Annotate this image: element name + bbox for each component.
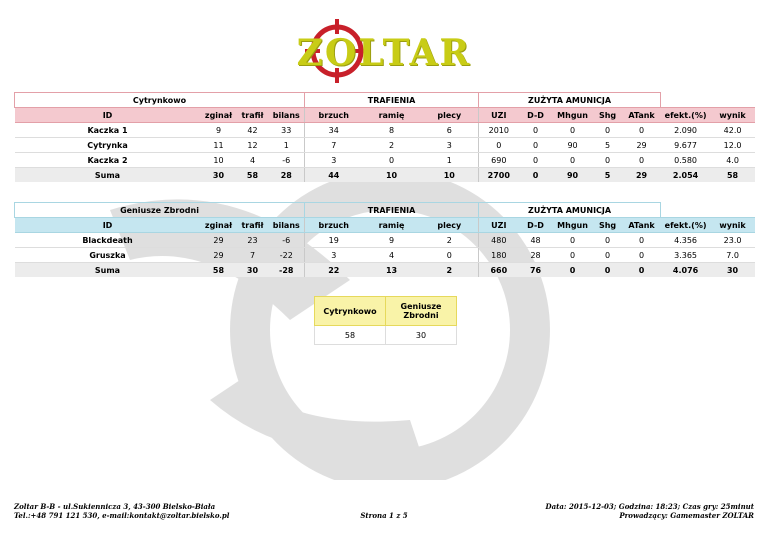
cell: 0	[623, 248, 661, 263]
cell: 3	[305, 153, 363, 168]
cell: 10	[421, 168, 479, 183]
cell: 3	[421, 138, 479, 153]
col-header: ramię	[363, 218, 421, 233]
cell: 0	[593, 248, 623, 263]
cell: 0	[421, 248, 479, 263]
cell: 10	[363, 168, 421, 183]
cell: 7	[237, 248, 269, 263]
col-header: trafił	[237, 108, 269, 123]
col-header: Shg	[593, 108, 623, 123]
table-row	[15, 248, 755, 263]
cell: 0	[553, 153, 593, 168]
cell: 58	[711, 168, 755, 183]
team-comparison-table	[314, 296, 457, 345]
cell: 4	[237, 153, 269, 168]
cell: -6	[269, 153, 305, 168]
cell: 0	[553, 123, 593, 138]
cell: 0	[553, 233, 593, 248]
col-header: Mhgun	[553, 108, 593, 123]
footer-date-line: Data: 2015-12-03; Godzina: 18:23; Czas gry: 25minut	[545, 502, 754, 511]
cell: 42	[237, 123, 269, 138]
cell: 58	[201, 263, 237, 278]
cell: 7.0	[711, 248, 755, 263]
col-header: trafił	[237, 218, 269, 233]
team-table-cytrynkowo	[14, 92, 755, 182]
cell: 29	[201, 248, 237, 263]
cell: 3	[305, 248, 363, 263]
group-ammo-header: ZUŻYTA AMUNICJA	[479, 203, 661, 218]
page-number: Strona 1 z 5	[360, 511, 408, 520]
col-header: bilans	[269, 218, 305, 233]
cell: 6	[421, 123, 479, 138]
cell: 12	[237, 138, 269, 153]
cell: -6	[269, 233, 305, 248]
cell: 5	[593, 138, 623, 153]
cell: 10	[201, 153, 237, 168]
sum-row	[15, 263, 755, 278]
col-header: ID	[15, 108, 201, 123]
table-row	[15, 123, 755, 138]
cell: 29	[623, 138, 661, 153]
player-name: Gruszka	[15, 248, 201, 263]
cell: 0	[479, 138, 519, 153]
player-name: Blackdeath	[15, 233, 201, 248]
cell: 44	[305, 168, 363, 183]
cell: 690	[479, 153, 519, 168]
col-header: bilans	[269, 108, 305, 123]
sum-label: Suma	[15, 263, 201, 278]
footer-contact-line: Tel.:+48 791 121 530, e-mail:kontakt@zoltar.bielsko.pl	[14, 511, 230, 520]
cell: 90	[553, 138, 593, 153]
col-header: Mhgun	[553, 218, 593, 233]
col-header: efekt.(%)	[661, 218, 711, 233]
cell: 2.054	[661, 168, 711, 183]
cell: 4.0	[711, 153, 755, 168]
cell: 1	[421, 153, 479, 168]
cell: 0	[623, 153, 661, 168]
logo-text: ZOLTAR	[296, 32, 472, 74]
col-header: wynik	[711, 108, 755, 123]
cell: 4.356	[661, 233, 711, 248]
cell: 4.076	[661, 263, 711, 278]
cell: 29	[623, 168, 661, 183]
cell: 0.580	[661, 153, 711, 168]
cell: 2	[363, 138, 421, 153]
cell: 0	[363, 153, 421, 168]
cell: 29	[201, 233, 237, 248]
cell: 7	[305, 138, 363, 153]
cell: 9	[201, 123, 237, 138]
col-header: Shg	[593, 218, 623, 233]
table-row	[15, 233, 755, 248]
cell: 48	[519, 233, 553, 248]
cell: 660	[479, 263, 519, 278]
cell: 0	[519, 153, 553, 168]
cell: 30	[711, 263, 755, 278]
sum-label: Suma	[15, 168, 201, 183]
cell: 4	[363, 248, 421, 263]
cell: 0	[519, 123, 553, 138]
cell: 3.365	[661, 248, 711, 263]
cell: 0	[593, 153, 623, 168]
cell: 8	[363, 123, 421, 138]
col-header: efekt.(%)	[661, 108, 711, 123]
cell: 0	[593, 263, 623, 278]
cell: 13	[363, 263, 421, 278]
cell: 2	[421, 263, 479, 278]
cell: 5	[593, 168, 623, 183]
cell: 480	[479, 233, 519, 248]
column-header-row	[15, 218, 755, 233]
cell: 34	[305, 123, 363, 138]
cell: 58	[237, 168, 269, 183]
cell: 0	[623, 233, 661, 248]
cell: 180	[479, 248, 519, 263]
cell: 76	[519, 263, 553, 278]
col-header: ATank	[623, 108, 661, 123]
col-header: ramię	[363, 108, 421, 123]
cell: 9.677	[661, 138, 711, 153]
cell: 2	[421, 233, 479, 248]
cell: 42.0	[711, 123, 755, 138]
table-row	[15, 138, 755, 153]
cell: 2.090	[661, 123, 711, 138]
cell: 2010	[479, 123, 519, 138]
footer-game-info	[546, 502, 754, 520]
col-header: plecy	[421, 108, 479, 123]
col-header: ATank	[623, 218, 661, 233]
cell: 30	[201, 168, 237, 183]
sum-row	[15, 168, 755, 183]
cell: 0	[553, 263, 593, 278]
comparison-value: 30	[386, 326, 457, 345]
cell: 9	[363, 233, 421, 248]
cell: 2700	[479, 168, 519, 183]
cell: 0	[623, 263, 661, 278]
cell: 0	[519, 168, 553, 183]
cell: 33	[269, 123, 305, 138]
cell: 19	[305, 233, 363, 248]
group-hits-header: TRAFIENIA	[305, 203, 479, 218]
cell: 90	[553, 168, 593, 183]
cell: 0	[553, 248, 593, 263]
cell: 23.0	[711, 233, 755, 248]
cell: -28	[269, 263, 305, 278]
cell: 22	[305, 263, 363, 278]
col-header: zginał	[201, 218, 237, 233]
col-header: ID	[15, 218, 201, 233]
cell: 0	[519, 138, 553, 153]
cell: 12.0	[711, 138, 755, 153]
player-name: Kaczka 1	[15, 123, 201, 138]
col-header: brzuch	[305, 218, 363, 233]
cell: 11	[201, 138, 237, 153]
table-row	[15, 153, 755, 168]
cell: 23	[237, 233, 269, 248]
col-header: UZI	[479, 108, 519, 123]
col-header: plecy	[421, 218, 479, 233]
col-header: brzuch	[305, 108, 363, 123]
comparison-header: Geniusze Zbrodni	[386, 297, 457, 326]
footer-host-line: Prowadzący: Gamemaster ZOLTAR	[619, 511, 754, 520]
cell: 28	[269, 168, 305, 183]
col-header: zginał	[201, 108, 237, 123]
team-table-geniusze-zbrodni	[14, 202, 755, 277]
zoltar-logo	[0, 14, 768, 84]
group-ammo-header: ZUŻYTA AMUNICJA	[479, 93, 661, 108]
col-header: wynik	[711, 218, 755, 233]
comparison-header: Cytrynkowo	[315, 297, 386, 326]
team-name: Geniusze Zbrodni	[15, 203, 305, 218]
comparison-value: 58	[315, 326, 386, 345]
cell: 0	[593, 233, 623, 248]
cell: 0	[623, 123, 661, 138]
group-hits-header: TRAFIENIA	[305, 93, 479, 108]
cell: 0	[593, 123, 623, 138]
column-header-row	[15, 108, 755, 123]
col-header: D-D	[519, 218, 553, 233]
player-name: Cytrynka	[15, 138, 201, 153]
player-name: Kaczka 2	[15, 153, 201, 168]
cell: 1	[269, 138, 305, 153]
cell: 30	[237, 263, 269, 278]
col-header: UZI	[479, 218, 519, 233]
cell: -22	[269, 248, 305, 263]
col-header: D-D	[519, 108, 553, 123]
team-name: Cytrynkowo	[15, 93, 305, 108]
cell: 28	[519, 248, 553, 263]
footer-address-line: Zoltar B-B - ul.Sukiennicza 3, 43-300 Bielsko-Biała	[14, 502, 216, 511]
